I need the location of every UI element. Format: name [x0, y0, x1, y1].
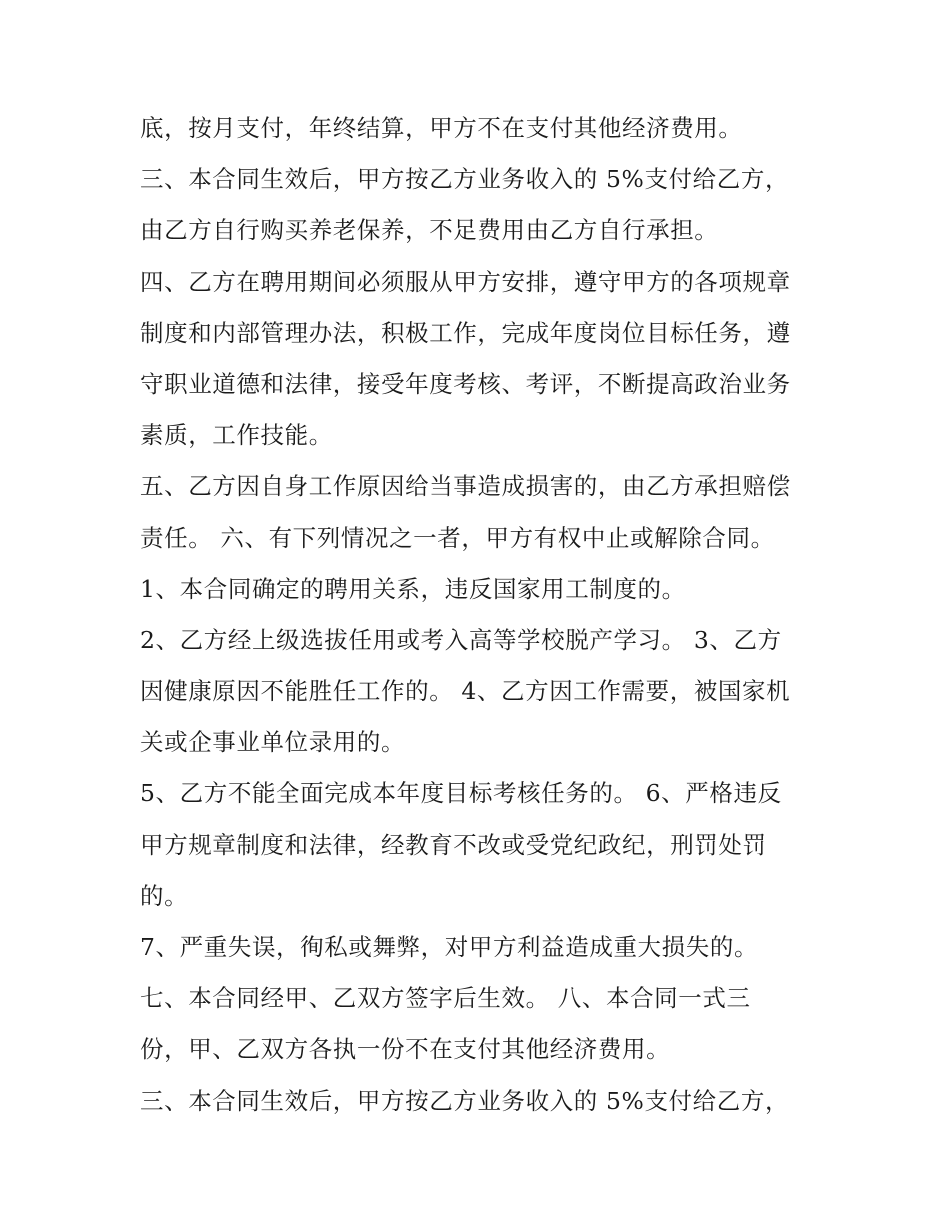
text-line: 底，按月支付，年终结算，甲方不在支付其他经济费用。	[140, 114, 743, 142]
text-line: 由乙方自行购买养老保养，不足费用由乙方自行承担。	[140, 216, 719, 245]
contract-text-body	[140, 103, 830, 1127]
text-line: 七、本合同经甲、乙双方签字后生效。 八、本合同一式三	[140, 984, 751, 1013]
text-line: 素质，工作技能。	[140, 421, 333, 450]
text-line: 份，甲、乙双方各执一份不在支付其他经济费用。	[140, 1035, 671, 1064]
text-line: 2、乙方经上级选拔任用或考入高等学校脱产学习。 3、乙方	[140, 625, 782, 654]
text-line: 责任。 六、有下列情况之一者，甲方有权中止或解除合同。	[140, 523, 775, 552]
text-line: 三、本合同生效后，甲方按乙方业务收入的 5%支付给乙方，	[140, 1086, 790, 1115]
text-line: 制度和内部管理办法，积极工作，完成年度岗位目标任务，遵	[140, 318, 791, 347]
text-line: 的。	[140, 881, 189, 910]
text-line: 关或企事业单位录用的。	[140, 728, 406, 757]
text-line: 五、乙方因自身工作原因给当事造成损害的，由乙方承担赔偿	[140, 472, 791, 501]
text-line: 三、本合同生效后，甲方按乙方业务收入的 5%支付给乙方，	[140, 165, 790, 194]
text-line: 因健康原因不能胜任工作的。 4、乙方因工作需要，被国家机	[140, 677, 791, 706]
text-line: 1、本合同确定的聘用关系，违反国家用工制度的。	[140, 574, 686, 603]
text-line: 5、乙方不能全面完成本年度目标考核任务的。 6、严格违反	[140, 779, 782, 808]
text-line: 7、严重失误，徇私或舞弊，对甲方利益造成重大损失的。	[140, 933, 759, 961]
text-line: 守职业道德和法律，接受年度考核、考评，不断提高政治业务	[140, 369, 791, 398]
text-line: 甲方规章制度和法律，经教育不改或受党纪政纪，刑罚处罚	[140, 830, 767, 859]
text-line: 四、乙方在聘用期间必须服从甲方安排，遵守甲方的各项规章	[140, 267, 791, 296]
